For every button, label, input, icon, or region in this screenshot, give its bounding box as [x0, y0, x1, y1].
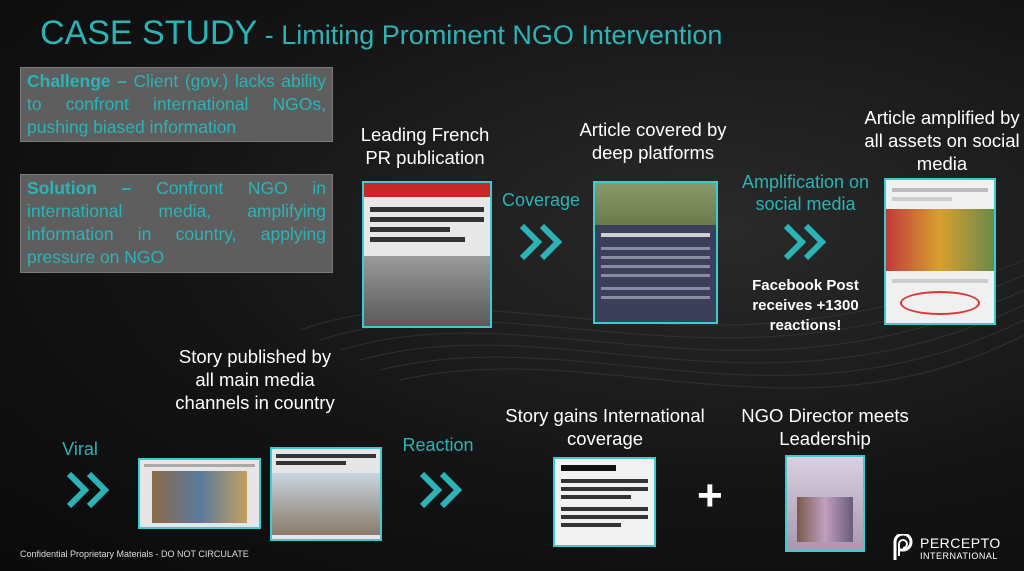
- challenge-text: Client (gov.) lacks ability to confront international NGOs, pushing biased information: [27, 71, 326, 137]
- challenge-box: [20, 67, 333, 142]
- logo-line1: PERCEPTO: [920, 535, 1001, 551]
- percepto-logo: [890, 534, 1020, 564]
- chevron-right-icon: [418, 470, 464, 510]
- story-gains-label: Story gains International coverage: [505, 405, 705, 449]
- viral-label: Viral: [62, 439, 98, 459]
- plus-sign: +: [697, 471, 723, 520]
- story-published-label: Story published by all main media channels in country: [175, 346, 335, 413]
- solution-box: [20, 174, 333, 273]
- challenge-dash: –: [110, 71, 134, 91]
- amplification-label: Amplification on social media: [741, 172, 870, 214]
- chevron-right-icon: [782, 222, 828, 262]
- social-media-thumbnail: [884, 178, 996, 325]
- reaction-label: Reaction: [402, 435, 474, 455]
- international-coverage-thumbnail: [553, 457, 656, 547]
- coverage-label: Coverage: [501, 190, 581, 210]
- leading-french-label: Leading French PR publication: [360, 124, 490, 168]
- solution-dash: –: [96, 178, 157, 198]
- chevron-right-icon: [65, 470, 111, 510]
- challenge-label: Challenge: [27, 71, 111, 91]
- page-title: [40, 14, 722, 53]
- ngo-director-label: NGO Director meets Leadership: [741, 405, 909, 449]
- article-amplified-label: Article amplified by all assets on social media: [864, 107, 1020, 174]
- logo-line2: INTERNATIONAL: [920, 551, 998, 561]
- title-main: CASE STUDY: [40, 14, 258, 52]
- title-sub: - Limiting Prominent NGO Intervention: [257, 20, 723, 50]
- ngo-director-thumbnail: [785, 455, 865, 552]
- media-channel-thumbnail-2: [270, 447, 382, 541]
- media-channel-thumbnail-1: [138, 458, 261, 529]
- solution-label: Solution: [27, 178, 97, 198]
- confidential-footer: Confidential Proprietary Materials - DO NOT CIRCULATE: [20, 549, 249, 559]
- facebook-post-reactions: Facebook Post receives +1300 reactions!: [752, 277, 859, 334]
- deep-platform-thumbnail: [593, 181, 718, 324]
- article-covered-label: Article covered by deep platforms: [579, 119, 727, 163]
- percepto-logo-icon: [890, 534, 916, 562]
- french-article-thumbnail: [362, 181, 492, 328]
- chevron-right-icon: [518, 222, 564, 262]
- solution-text: Confront NGO in international media, amplifying information in country, applying pressure on NGO: [27, 178, 326, 267]
